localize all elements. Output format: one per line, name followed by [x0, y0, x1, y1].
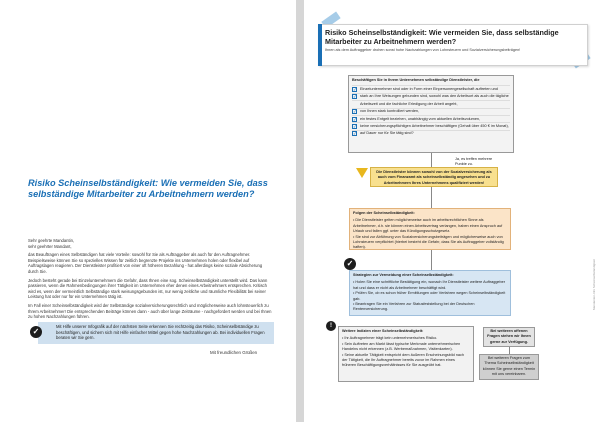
checkbox-icon: ✓ — [353, 116, 357, 122]
questions-title-box: Bei weiteren offenen Fragen stehen wir Ihnen gerne zur Verfügung. — [483, 327, 535, 347]
salutation — [28, 238, 272, 249]
checkbox-icon: ✓ — [353, 109, 357, 115]
list-item: ✓ ein festes Entgelt beziehen, unabhängig vom aktuellen Arbeitsvolumen, — [352, 115, 510, 122]
salutation-line-2: sehr geehrter Mandant, — [28, 243, 72, 249]
list-item: • Sie sind zur Abführung von Sozialversicherungsbeiträgen und möglicherweise auch von Lohnsteuern verpflichtet (hierbei besteht die Gefahr, dass Sie als Auftraggeber vollständig haften). — [353, 234, 504, 250]
paragraph-2: Jedoch besteht gerade bei Einzelunternehmern die Gefahr, dass Ihnen eine sog. Scheinselbständigkeit unterstellt wird. Das kann passieren, wenn die Rahmenbedingungen ihrer Tätigkeit im Unternehmen eher denen eines Arbeitnehmers entsprechen. Kritisch wird es, wenn der vermeintlich Selbständige stark weisungsgebunden ist, nur wenig zeitliche und räumliche Flexibilität bei seiner Leistung hat oder nur für ein Unternehmen tätig ist. — [28, 277, 268, 300]
yes-answer: Ja, es treffen mehrere Punkte zu. — [455, 157, 493, 166]
list-item: ✓ von Ihnen stark kontrolliert werden, — [352, 108, 510, 115]
flow-arrow — [431, 250, 432, 270]
consequences-box — [349, 208, 511, 250]
check-icon: ✓ — [344, 258, 356, 270]
consequences-heading: Folgen der Scheinselbständigkeit: — [353, 211, 415, 215]
list-item: • Holen Sie eine schriftliche Bestätigung ein, wonach Ihr Dienstleister weitere Auftraggeber hat und dass er nicht als Arbeitnehmer beschäftigt wird. — [353, 280, 506, 290]
left-page — [0, 0, 296, 422]
list-item: • Prüfen Sie, ob es schon früher Ermittlungen oder Verfahren wegen Scheinselbständigkeit gab. — [353, 291, 506, 301]
further-indicators-box — [338, 326, 474, 382]
warning-icon — [356, 168, 368, 178]
page-gutter — [296, 0, 304, 422]
further-indicators-heading: Weitere Indizien einer Scheinselbständigkeit: — [342, 329, 424, 333]
paragraph-3: Im Fall einer Scheinselbständigkeit wird der Selbständige sozialversicherungsrechtlich und möglicherweise auch lohnsteuerlich zu Ihrem Arbeitnehmer! Die entsprechenden Beiträge können dann - auch über lange Zeiträume - nachgefordert werden und bei Ihnen zu hohen Nachzahlungen führen. — [28, 302, 272, 320]
infographic-title: Risiko Scheinselbständigkeit: Wie vermeiden Sie, dass selbständige Mitarbeiter zu Arbeitnehmern werden? — [325, 28, 559, 46]
page-title: Risiko Scheinselbständigkeit: Wie vermeiden Sie, dass selbständige Mitarbeiter zu Arbeitnehmern werden? — [28, 178, 268, 199]
checkbox-icon: ✓ — [353, 86, 357, 92]
infographic-header — [318, 24, 588, 66]
list-item: ✓ stark an Ihre Weisungen gebunden sind, sowohl was den Arbeitsort als auch die tägliche — [353, 94, 509, 100]
list-item: ✓ Einzelunternehmer sind oder in Form einer Einpersonengesellschaft auftreten und — [352, 85, 510, 92]
list-item: • Sein Auftreten am Markt lässt typische Merkmale unternehmerischen Handelns nicht erkennen (z.B. Werbemaßnahmen, Visitenkarten). — [342, 341, 461, 352]
lightbulb-icon: ! — [326, 321, 336, 331]
checkbox-icon: ✓ — [353, 131, 357, 137]
signoff: Mit freundlichen Grüßen — [210, 350, 258, 355]
flow-arrow — [509, 347, 510, 354]
list-item: • Die Dienstleister gelten möglicherweise auch im arbeitsrechtlichen Sinne als Arbeitnehmer, d.h. sie können einen Arbeitsvertrag verlangen, haben einen Anspruch auf Urlaub und fallen ggf. unter das Kündigungsschutzgesetz. — [353, 218, 503, 234]
flow-arrow — [431, 187, 432, 208]
list-item: ✓ auf Dauer nur für Sie tätig sind? — [352, 130, 510, 137]
check-icon: ✓ — [30, 326, 42, 338]
checklist-heading: Beschäftigen Sie in Ihrem Unternehmen selbständige Dienstleister, die — [352, 78, 480, 82]
warning-box: Die Dienstleister können sowohl von der Sozialversicherung als auch vom Finanzamt als scheinselbständig angesehen und zu Arbeitnehmern Ihres Unternehmens qualifiziert werden! — [370, 167, 498, 187]
list-item: ✓ keine versicherungspflichtigen Arbeitnehmer beschäftigen (Gehalt über 450 € im Monat), — [353, 123, 509, 129]
salutation-line-1: Sehr geehrte Mandantin, — [28, 238, 75, 243]
strategies-heading: Strategien zur Vermeidung einer Scheinselbständigkeit: — [353, 273, 454, 277]
infographic-subtitle: Ihnen als dem Auftraggeber drohen sonst hohe Nachzahlungen von Lohnsteuern und Sozialversicherungsbeiträgen! — [325, 48, 521, 53]
list-item: Arbeitszeit und die fachliche Erledigung der Arbeit angeht, — [352, 100, 510, 107]
letter-body — [28, 238, 272, 323]
flow-arrow — [431, 153, 432, 167]
questions-text-box: Bei weiteren Fragen zum Thema Scheinselbständigkeit können Sie gerne einen Termin mit uns vereinbaren. — [479, 354, 539, 380]
paragraph-1: das Beauftragen eines Selbständigen hat viele Vorteile: sowohl für Sie als Auftraggeber als auch für den Auftragnehmer. Beispielsweise können Sie so spezielles Wissen für zeitlich begrenzte Projekte ins Unternehmen holen oder flexibel auf Auftragslagen reagieren. Der Dienstleister profitiert von einer oft höheren Bezahlung - hat allerdings keine soziale Absicherung durch Sie. — [28, 252, 263, 274]
list-item: • Ihr Auftragnehmer trägt kein unternehmerisches Risiko. — [342, 336, 438, 341]
list-item: • Beantragen Sie ein Verfahren zur Statusfeststellung bei der Deutschen Rentenversicherung. — [353, 302, 475, 312]
checkbox-icon: ✓ — [353, 94, 357, 100]
hint-text: Mit Hilfe unserer Infografik auf der nächsten Seite erkennen Sie rechtzeitig das Risiko, Scheinselbständige zu beschäftigen, und sichern sich mit Hilfe einfacher Mittel gegen hohe Nachzahlungen ab. Bei individuellen Fragen beraten wir Sie gern. — [56, 324, 265, 341]
list-item: • Seine aktuelle Tätigkeit entspricht dem äußeren Erscheinungsbild nach der Tätigkeit, die Ihr Auftragnehmer bereits zuvor im Rahmen eines früheren Beschäftigungsverhältnisses für Sie ausgeübt hat. — [342, 352, 464, 368]
employment-checklist — [348, 75, 514, 153]
hint-box — [32, 322, 274, 344]
side-caption: Mandanten-Info Scheinselbständigkeit — [592, 259, 596, 310]
checkbox-icon: ✓ — [353, 123, 357, 129]
strategies-box — [349, 270, 511, 316]
